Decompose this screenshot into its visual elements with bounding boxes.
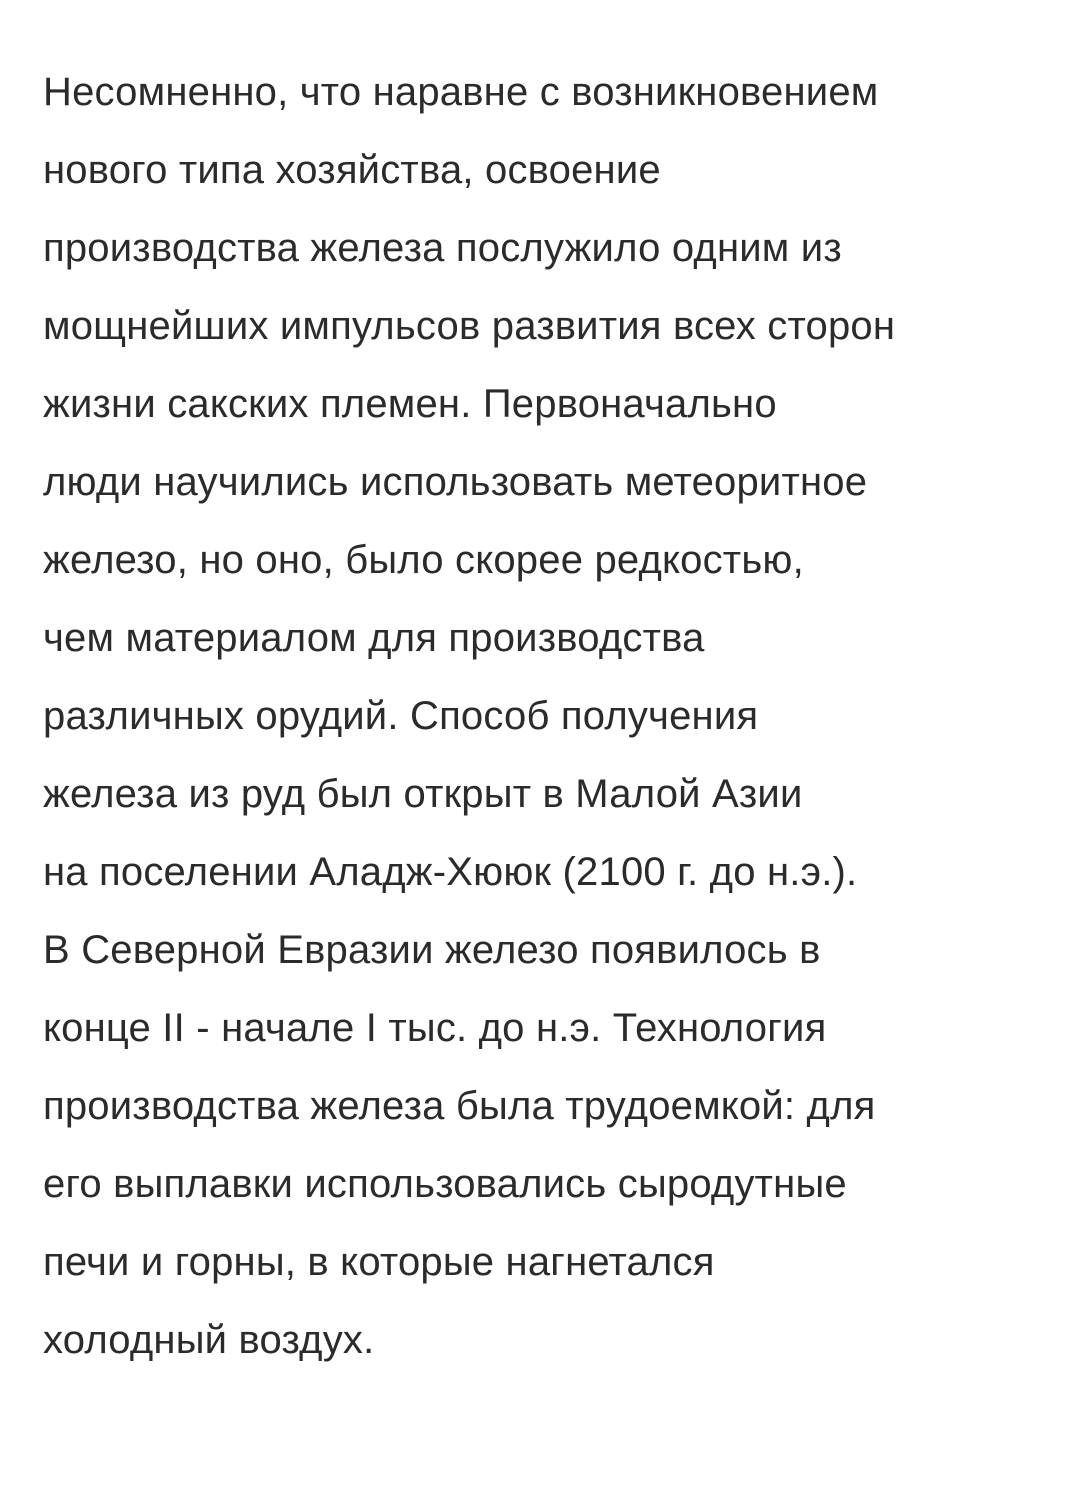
text-line: производства железа была трудоемкой: для xyxy=(43,1084,876,1128)
text-line: холодный воздух. xyxy=(43,1318,375,1362)
text-line: на поселении Аладж-Хююк (2100 г. до н.э.). xyxy=(43,850,858,894)
text-line: жизни сакских племен. Первоначально xyxy=(43,382,777,426)
text-paragraph xyxy=(43,58,1043,1384)
text-line: производства железа послужило одним из xyxy=(43,226,842,270)
text-line: его выплавки использовались сыродутные xyxy=(43,1162,847,1206)
text-line: мощнейших импульсов развития всех сторон xyxy=(43,304,896,348)
text-line: железа из руд был открыт в Малой Азии xyxy=(43,772,803,816)
text-line: нового типа хозяйства, освоение xyxy=(43,148,661,192)
text-line: Несомненно, что наравне с возникновением xyxy=(43,70,879,114)
text-line: различных орудий. Способ получения xyxy=(43,694,759,738)
text-line: конце II - начале I тыс. до н.э. Технология xyxy=(43,1006,827,1050)
text-line: В Северной Евразии железо появилось в xyxy=(43,928,821,972)
text-line: печи и горны, в которые нагнетался xyxy=(43,1240,715,1284)
text-line: люди научились использовать метеоритное xyxy=(43,460,868,504)
text-line: железо, но оно, было скорее редкостью, xyxy=(43,538,804,582)
text-line: чем материалом для производства xyxy=(43,616,705,660)
